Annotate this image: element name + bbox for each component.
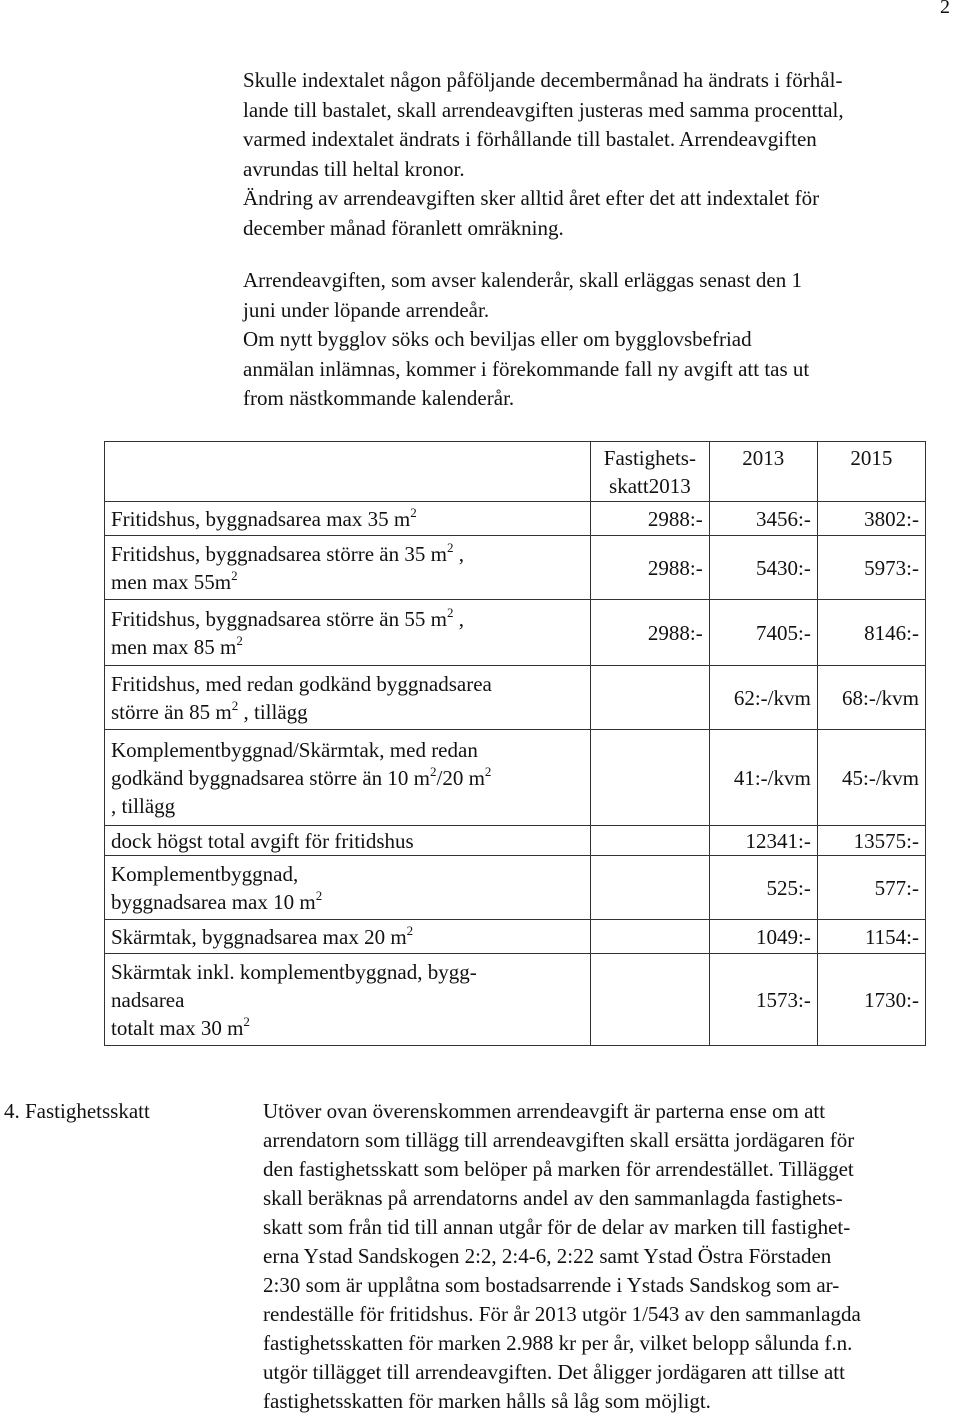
intro-paragraph-2 <box>243 266 923 414</box>
header-property-tax-line1: Fastighets- <box>603 446 696 470</box>
text-line: 2:30 som är upplåtna som bostadsarrende i Ystads Sandskog som ar- <box>263 1273 840 1297</box>
table-row <box>105 954 926 1046</box>
text-line: varmed indextalet ändrats i förhållande till bastalet. Arrendeavgiften <box>243 127 817 151</box>
table-row <box>105 536 926 600</box>
text-line: erna Ystad Sandskogen 2:2, 2:4-6, 2:22 samt Ystad Östra Förstaden <box>263 1244 832 1268</box>
tax-cell <box>591 826 710 856</box>
fee-2015-cell: 3802:- <box>817 502 925 536</box>
fee-2015-cell: 8146:- <box>817 600 925 666</box>
fee-2013-cell: 525:- <box>709 856 817 920</box>
fee-2013-cell: 41:-/kvm <box>709 730 817 826</box>
fee-2015-cell: 45:-/kvm <box>817 730 925 826</box>
table-row <box>105 856 926 920</box>
row-label: Fritidshus, byggnadsarea max 35 $m^2$ <box>105 502 591 536</box>
fee-2013-cell: 1573:- <box>709 954 817 1046</box>
table-header-row <box>105 442 926 502</box>
header-2013: 2013 <box>709 442 817 502</box>
text-line: Utöver ovan överenskommen arrendeavgift är parterna ense om att <box>263 1099 826 1123</box>
fee-2015-cell: 13575:- <box>817 826 925 856</box>
page-number: 2 <box>940 0 950 18</box>
row-label: Komplementbyggnad, byggnadsarea max 10 $m^2$ <box>105 856 591 920</box>
fee-2013-cell: 7405:- <box>709 600 817 666</box>
fee-2013-cell: 12341:- <box>709 826 817 856</box>
tax-cell <box>591 666 710 730</box>
section-4-heading: 4. Fastighetsskatt <box>4 1099 150 1123</box>
text-line: lande till bastalet, skall arrendeavgiften justeras med samma procenttal, <box>243 97 844 122</box>
fee-2013-cell: 3456:- <box>709 502 817 536</box>
tax-cell <box>591 856 710 920</box>
table-row <box>105 826 926 856</box>
tax-cell: 2988:- <box>591 502 710 536</box>
row-label: Skärmtak, byggnadsarea max 20 $m^2$ <box>105 920 591 954</box>
text-line: anmälan inlämnas, kommer i förekommande fall ny avgift att tas ut <box>243 356 810 381</box>
tax-cell: 2988:- <box>591 536 710 600</box>
text-line: fastighetsskatten för marken hålls så låg som möjligt. <box>263 1389 711 1413</box>
fee-table <box>104 441 926 1046</box>
tax-cell <box>591 954 710 1046</box>
text-line: skatt som från tid till annan utgår för de delar av marken till fastighet- <box>263 1215 851 1239</box>
table-row <box>105 502 926 536</box>
text-line: utgör tillägget till arrendeavgiften. Det åligger jordägaren att tillse att <box>263 1360 845 1384</box>
text-line: Ändring av arrendeavgiften sker alltid året efter det att indextalet för <box>243 186 820 210</box>
row-label: Komplementbyggnad/Skärmtak, med redan godkänd byggnadsarea större än 10 $m^2/20$ $m^2$ , tillägg <box>105 730 591 826</box>
header-empty-cell <box>105 442 591 502</box>
text-line: Om nytt bygglov söks och beviljas eller om bygglovsbefriad <box>243 327 752 351</box>
text-line: skall beräknas på arrendatorns andel av den sammanlagda fastighets- <box>263 1186 843 1210</box>
row-label: dock högst total avgift för fritidshus <box>105 826 591 856</box>
text-line: december månad föranlett omräkning. <box>243 215 564 240</box>
tax-cell <box>591 730 710 826</box>
table-row <box>105 730 926 826</box>
text-line: den fastighetsskatt som belöper på marken för arrendestället. Tillägget <box>263 1157 854 1181</box>
header-2015: 2015 <box>817 442 925 502</box>
text-line: Skulle indextalet någon påföljande decembermånad ha ändrats i förhål- <box>243 68 843 92</box>
fee-2013-cell: 5430:- <box>709 536 817 600</box>
text-line: Arrendeavgiften, som avser kalenderår, skall erläggas senast den 1 <box>243 268 802 292</box>
tax-cell <box>591 920 710 954</box>
row-label: Fritidshus, byggnadsarea större än 55 $m^2$ , men max 85 $m^2$ <box>105 600 591 666</box>
text-line: from nästkommande kalenderår. <box>243 386 515 410</box>
table-row <box>105 920 926 954</box>
text-line: rendeställe för fritidshus. För år 2013 utgör 1/543 av den sammanlagda <box>263 1302 861 1326</box>
table-row <box>105 666 926 730</box>
section-4-body <box>263 1097 953 1416</box>
table-row <box>105 600 926 666</box>
header-property-tax <box>591 442 710 502</box>
header-property-tax-line2: skatt2013 <box>609 474 691 498</box>
fee-2015-cell: 5973:- <box>817 536 925 600</box>
row-label: Skärmtak inkl. komplementbyggnad, bygg- nadsarea totalt max 30 $m^2$ <box>105 954 591 1046</box>
intro-paragraph-1 <box>243 66 923 243</box>
row-label: Fritidshus, med redan godkänd byggnadsarea större än 85 $m^2$ , tillägg <box>105 666 591 730</box>
text-line: fastighetsskatten för marken 2.988 kr per år, vilket belopp sålunda f.n. <box>263 1331 853 1355</box>
fee-2013-cell: 62:-/kvm <box>709 666 817 730</box>
text-line: avrundas till heltal kronor. <box>243 156 465 181</box>
text-line: arrendatorn som tillägg till arrendeavgiften skall ersätta jordägaren för <box>263 1128 855 1152</box>
row-label: Fritidshus, byggnadsarea större än 35 $m^2$ , men $\max 55m^2$ <box>105 536 591 600</box>
fee-2015-cell: 577:- <box>817 856 925 920</box>
text-line: juni under löpande arrendeår. <box>243 297 490 322</box>
fee-2015-cell: 1154:- <box>817 920 925 954</box>
fee-2013-cell: 1049:- <box>709 920 817 954</box>
fee-2015-cell: 1730:- <box>817 954 925 1046</box>
tax-cell: 2988:- <box>591 600 710 666</box>
fee-2015-cell: 68:-/kvm <box>817 666 925 730</box>
